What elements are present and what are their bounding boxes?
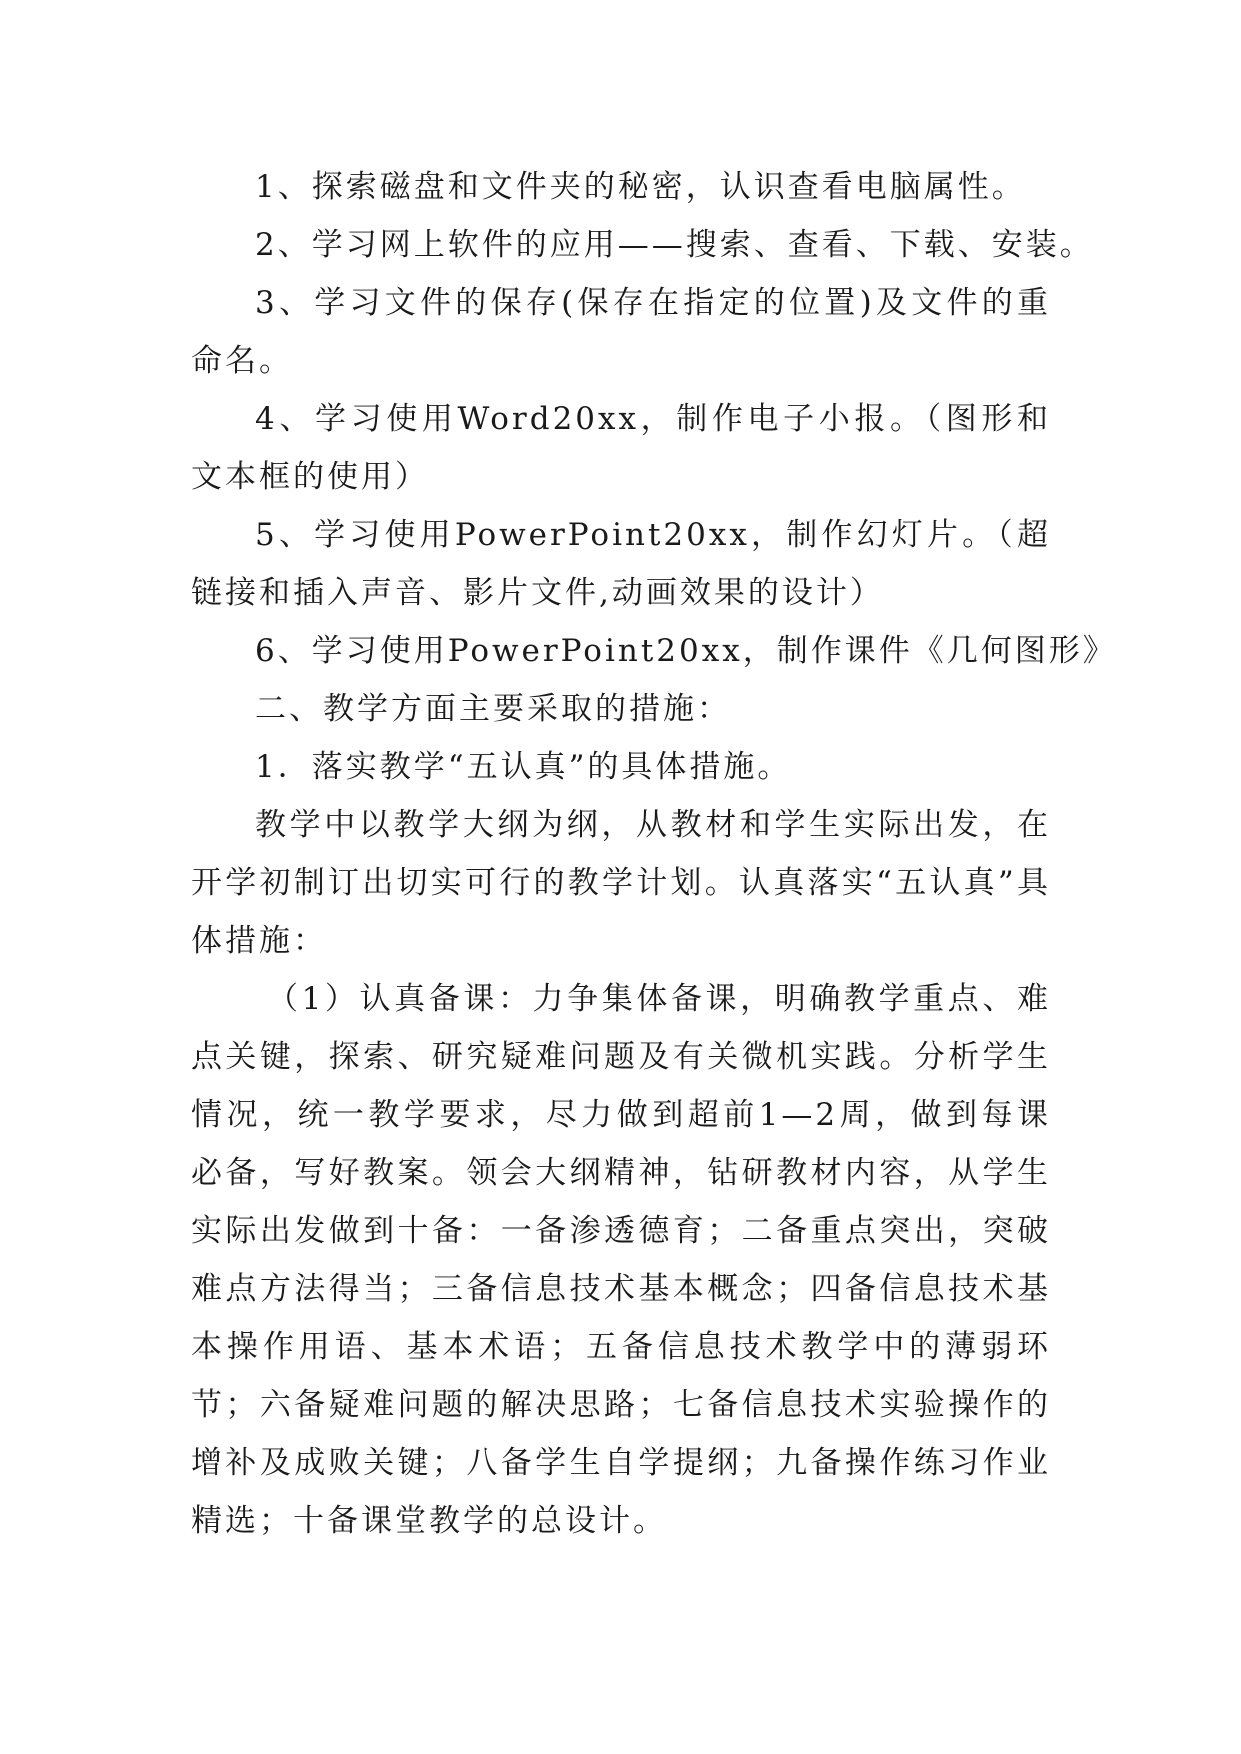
paragraph-item-2: 2、学习网上软件的应用——搜索、查看、下载、安装。 (255, 227, 1094, 263)
subsection-heading: 1．落实教学“五认真”的具体措施。 (255, 749, 792, 785)
section-heading: 二、教学方面主要采取的措施： (255, 691, 731, 727)
body-paragraph: 教学中以教学大纲为纲，从教材和学生实际出发，在开学初制订出切实可行的教学计划。认真落实“五认真”具体措施： (191, 807, 1051, 959)
paragraph-item-3: 3、学习文件的保存(保存在指定的位置)及文件的重命名。 (191, 285, 1051, 379)
paragraph-item-5: 5、学习使用PowerPoint20xx，制作幻灯片。（超链接和插入声音、影片文件,动画效果的设计） (191, 517, 1051, 611)
document-body (191, 158, 1117, 1550)
paragraph-item-6: 6、学习使用PowerPoint20xx，制作课件《几何图形》 (255, 633, 1117, 669)
paragraph-item-1: 1、探索磁盘和文件夹的秘密，认识查看电脑属性。 (255, 169, 1026, 205)
paragraph-item-4: 4、学习使用Word20xx，制作电子小报。（图形和文本框的使用） (191, 401, 1051, 495)
body-paragraph-prepare-lessons: （1）认真备课：力争集体备课，明确教学重点、难点关键，探索、研究疑难问题及有关微机实践。分析学生情况，统一教学要求，尽力做到超前1—2周，做到每课必备，写好教案。领会大纲精神，钻研教材内容，从学生实际出发做到十备：一备渗透德育；二备重点突出，突破难点方法得当；三备信息技术基本概念；四备信息技术基本操作用语、基本术语；五备信息技术教学中的薄弱环节；六备疑难问题的解决思路；七备信息技术实验操作的增补及成败关键；八备学生自学提纲；九备操作练习作业精选；十备课堂教学的总设计。 (191, 981, 1051, 1539)
